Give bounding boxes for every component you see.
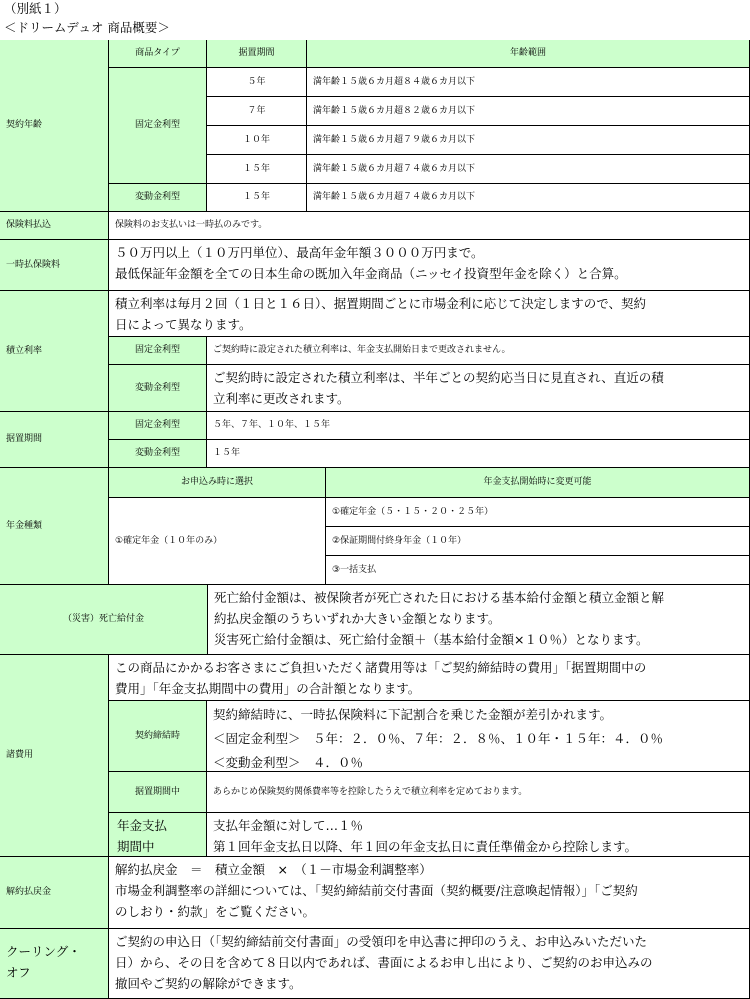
annuity-apply-value: ①確定年金（１０年のみ） <box>109 498 326 585</box>
expenses-intro-line: この商品にかかるお客さまにご負担いただく諸費用等は「ご契約締結時の費用」「据置期間中の <box>115 660 647 675</box>
premium-payment-label: 保険料払込 <box>0 212 109 240</box>
expenses-payment-label-line: 年金支払 <box>117 818 168 833</box>
annuity-col-change: 年金支払開始時に変更可能 <box>326 468 750 498</box>
age-range-cell: 満年齢１５歳６カ月超８２歳６カ月以下 <box>307 97 750 126</box>
annuity-option: ③一括支払 <box>326 556 750 585</box>
expenses-intro <box>109 655 750 701</box>
expenses-label: 諸費用 <box>0 655 109 857</box>
death-benefit-label: （災害）死亡給付金 <box>0 585 208 655</box>
surrender-line: 市場金利調整率の詳細については、「契約締結前交付書面（契約概要/注意喚起情報）」「ご契約 <box>115 883 638 898</box>
surrender-line: 解約払戻金 ＝ 積立金額 × （１－市場金利調整率） <box>115 862 432 877</box>
expenses-payment-line: 支払年金額に対して…１％ <box>213 818 364 833</box>
lump-sum-premium-text <box>109 240 750 291</box>
expenses-deferment-label: 据置期間中 <box>109 772 207 813</box>
death-benefit-line: 約払戻金額のうちいずれか大きい金額となります。 <box>214 611 501 626</box>
accumulation-intro-line: 日によって異なります。 <box>115 317 252 332</box>
accumulation-rate-label: 積立利率 <box>0 291 109 412</box>
age-range-cell: 満年齢１５歳６カ月超７４歳６カ月以下 <box>307 184 750 212</box>
expenses-payment-label <box>109 813 207 857</box>
expenses-payment-line: 第１回年金支払日以降、年１回の年金支払日に責任準備金から控除します。 <box>213 839 638 854</box>
expenses-intro-line: 費用」「年金支払期間中の費用」の合計額となります。 <box>115 681 421 696</box>
age-period-cell: ７年 <box>207 97 307 126</box>
deferment-variable-label: 変動金利型 <box>109 440 207 468</box>
surrender-value-text <box>109 857 750 929</box>
fixed-rate-type-label: 固定金利型 <box>109 68 207 184</box>
death-benefit-line: 死亡給付金額は、被保険者が死亡された日における基本給付金額と積立金額と解 <box>214 590 665 605</box>
cooling-off-line: 日）から、その日を含めて８日以内であれば、書面によるお申し出により、ご契約のお申込みの <box>115 955 653 970</box>
expenses-payment-label-line: 期間中 <box>117 839 155 854</box>
death-benefit-line: 災害死亡給付金額は、死亡給付金額＋（基本給付金額×１０％）となります。 <box>214 632 649 647</box>
age-range-cell: 満年齢１５歳６カ月超８４歳６カ月以下 <box>307 68 750 97</box>
annuity-option: ①確定年金（５・１５・２０・２５年） <box>326 498 750 527</box>
accumulation-rate-intro <box>109 291 750 337</box>
expenses-contract-line: ＜固定金利型＞ ５年：２．０％、７年：２．８％、１０年・１５年：４．０％ <box>213 731 664 746</box>
cooling-off-text <box>109 929 750 999</box>
col-header-age-range: 年齢範囲 <box>307 40 750 68</box>
contract-age-label-text: 契約年齢 <box>6 120 43 130</box>
annuity-type-label: 年金種類 <box>0 468 109 585</box>
deferment-fixed-text: ５年、７年、１０年、１５年 <box>207 412 750 440</box>
annex-label: （別紙１） <box>4 1 67 16</box>
death-benefit-text <box>208 585 750 655</box>
expenses-contract-label: 契約締結時 <box>109 701 207 772</box>
variable-rate-type-label: 変動金利型 <box>109 184 207 212</box>
cooling-off-label-line: オフ <box>6 965 31 980</box>
cooling-off-line: ご契約の申込日（「契約締結前交付書面」の受領印を申込書に押印のうえ、お申込みいただいた <box>115 934 648 949</box>
accumulation-intro-line: 積立利率は毎月２回（１日と１６日）、据置期間ごとに市場金利に応じて決定しますので、契約 <box>115 296 647 311</box>
age-period-cell: １０年 <box>207 126 307 155</box>
age-period-cell: ５年 <box>207 68 307 97</box>
expenses-contract-line: 契約締結時に、一時払保険料に下記割合を乗じた金額が差引かれます。 <box>213 707 613 722</box>
col-header-period: 据置期間 <box>207 40 307 68</box>
page-title: ＜ドリームデュオ 商品概要＞ <box>4 20 170 35</box>
surrender-line: のしおり・約款」をご覧ください。 <box>115 904 316 919</box>
age-range-cell: 満年齢１５歳６カ月超７９歳６カ月以下 <box>307 126 750 155</box>
accumulation-variable-label: 変動金利型 <box>109 365 207 412</box>
cooling-off-label-line: クーリング・ <box>6 944 81 959</box>
deferment-fixed-label: 固定金利型 <box>109 412 207 440</box>
accumulation-fixed-text: ご契約時に設定された積立利率は、年金支払開始日まで更改されません。 <box>207 337 750 365</box>
annuity-option: ②保証期間付終身年金（１０年） <box>326 527 750 556</box>
expenses-contract-text <box>207 701 750 772</box>
expenses-payment-text <box>207 813 750 857</box>
deferment-variable-text: １５年 <box>207 440 750 468</box>
col-header-product-type: 商品タイプ <box>109 40 207 68</box>
accumulation-variable-text <box>207 365 750 412</box>
age-period-cell: １５年 <box>207 155 307 184</box>
accumulation-variable-line: 立利率に更改されます。 <box>213 391 350 406</box>
premium-payment-text: 保険料のお支払いは一時払のみです。 <box>109 212 750 240</box>
cooling-off-line: 撤回やご契約の解除ができます。 <box>115 976 302 991</box>
expenses-deferment-text: あらかじめ保険契約関係費率等を控除したうえで積立利率を定めております。 <box>207 772 750 813</box>
age-range-cell: 満年齢１５歳６カ月超７４歳６カ月以下 <box>307 155 750 184</box>
deferment-period-label: 据置期間 <box>0 412 109 468</box>
accumulation-variable-line: ご契約時に設定された積立利率は、半年ごとの契約応当日に見直され、直近の積 <box>213 370 664 385</box>
annuity-col-apply: お申込み時に選択 <box>109 468 326 498</box>
expenses-contract-line: ＜変動金利型＞ ４．０％ <box>213 755 364 770</box>
age-period-cell: １５年 <box>207 184 307 212</box>
cooling-off-label <box>0 929 109 999</box>
lump-sum-line: ５０万円以上（１０万円単位）、最高年金年額３０００万円まで。 <box>115 245 484 260</box>
lump-sum-premium-label: 一時払保険料 <box>0 240 109 291</box>
accumulation-fixed-label: 固定金利型 <box>109 337 207 365</box>
surrender-value-label: 解約払戻金 <box>0 857 109 929</box>
lump-sum-line: 最低保証年金額を全ての日本生命の既加入年金商品（ニッセイ投資型年金を除く）と合算。 <box>115 266 627 281</box>
contract-age-label <box>0 40 109 212</box>
